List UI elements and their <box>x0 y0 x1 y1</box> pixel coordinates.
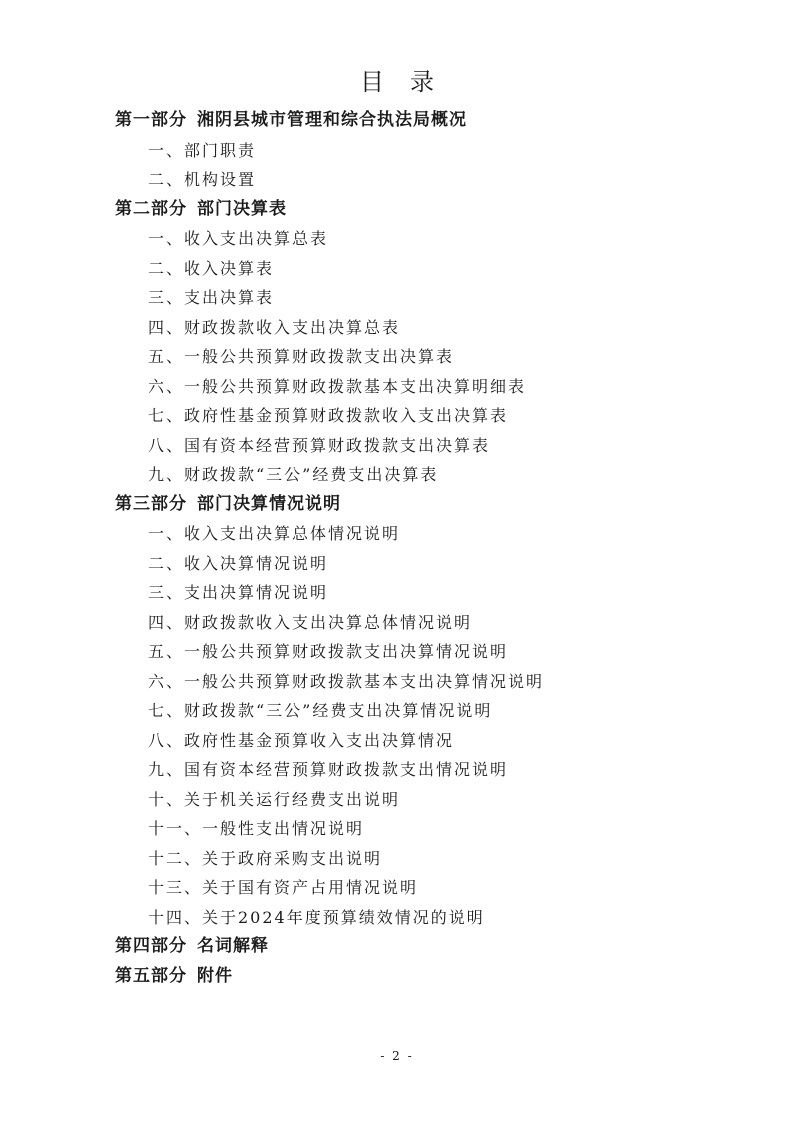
toc-item[interactable]: 九、财政拨款“三公”经费支出决算表 <box>148 465 439 484</box>
toc-part-5[interactable] <box>0 962 794 992</box>
toc-item[interactable]: 十二、关于政府采购支出说明 <box>148 848 383 868</box>
toc-item[interactable]: 九、国有资本经营预算财政拨款支出情况说明 <box>148 760 509 779</box>
toc-item[interactable]: 七、财政拨款“三公”经费支出决算情况说明 <box>148 701 493 720</box>
toc-item[interactable]: 六、一般公共预算财政拨款基本支出决算情况说明 <box>148 671 545 691</box>
toc-item[interactable]: 三、支出决算情况说明 <box>148 583 329 602</box>
toc-item[interactable]: 二、收入决算表 <box>148 258 275 278</box>
part-label: 第二部分 <box>115 198 187 219</box>
part-name: 名词解释 <box>197 936 269 956</box>
part-label: 第一部分 <box>115 110 187 130</box>
toc-item[interactable]: 八、国有资本经营预算财政拨款支出决算表 <box>148 435 491 455</box>
part-label: 第四部分 <box>115 936 187 956</box>
toc-item[interactable]: 一、收入支出决算总表 <box>148 229 329 248</box>
toc-item[interactable]: 十一、一般性支出情况说明 <box>148 819 365 838</box>
part-label: 第三部分 <box>115 493 187 514</box>
part-label: 第五部分 <box>115 965 187 986</box>
part-name: 部门决算表 <box>197 198 287 219</box>
toc-item[interactable]: 六、一般公共预算财政拨款基本支出决算明细表 <box>148 376 527 396</box>
part-name: 部门决算情况说明 <box>197 493 341 514</box>
toc-item[interactable]: 十、关于机关运行经费支出说明 <box>148 789 401 809</box>
table-of-contents <box>0 106 794 991</box>
toc-title: 目录 <box>360 68 460 96</box>
toc-item[interactable]: 五、一般公共预算财政拨款支出决算情况说明 <box>148 642 509 661</box>
toc-item[interactable]: 二、机构设置 <box>148 170 257 189</box>
part-name: 附件 <box>197 965 233 986</box>
toc-item[interactable]: 五、一般公共预算财政拨款支出决算表 <box>148 347 455 366</box>
toc-item[interactable]: 三、支出决算表 <box>148 288 275 307</box>
toc-item[interactable]: 一、部门职责 <box>148 140 257 160</box>
toc-item[interactable]: 七、政府性基金预算财政拨款收入支出决算表 <box>148 406 509 425</box>
toc-item[interactable]: 一、收入支出决算总体情况说明 <box>148 524 401 543</box>
part-name: 湘阴县城市管理和综合执法局概况 <box>197 110 467 130</box>
toc-item[interactable]: 二、收入决算情况说明 <box>148 553 329 573</box>
toc-item[interactable]: 十四、关于2024年度预算绩效情况的说明 <box>148 907 485 927</box>
toc-item[interactable]: 四、财政拨款收入支出决算总体情况说明 <box>148 612 473 632</box>
page-number: - 2 - <box>380 1049 414 1063</box>
toc-part-4[interactable] <box>0 932 794 962</box>
toc-part-2[interactable] <box>0 195 794 225</box>
toc-part-1[interactable] <box>0 106 794 136</box>
toc-item[interactable]: 四、财政拨款收入支出决算总表 <box>148 317 401 337</box>
toc-item[interactable]: 十三、关于国有资产占用情况说明 <box>148 878 419 897</box>
toc-item[interactable]: 八、政府性基金预算收入支出决算情况 <box>148 730 455 750</box>
toc-part-3[interactable] <box>0 490 794 520</box>
